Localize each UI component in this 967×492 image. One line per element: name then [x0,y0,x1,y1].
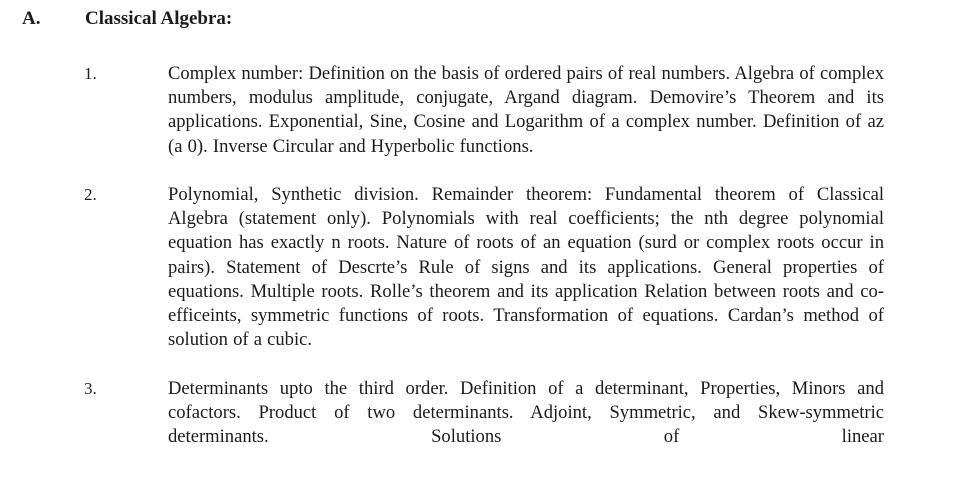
item-number: 3. [84,379,97,398]
item-text: Determinants upto the third order. Definition of a determinant, Properties, Minors and cofactors. Product of two determinants. Adjoint, Symmetric, and Skew-symmetric determinants. Solutions of linear [168,378,884,448]
item-text: Complex number: Definition on the basis of ordered pairs of real numbers. Algebra of complex numbers, modulus amplitude, conjugate, Argand diagram. Demovire’s Theorem and its applications. Exponential, Sine, Cosine and Logarithm of a complex number. Definition of az (a 0). Inverse Circular and Hyperbolic functions. [168,63,884,157]
item-number: 1. [84,64,97,83]
item-text: Polynomial, Synthetic division. Remainder theorem: Fundamental theorem of Classical Algebra (statement only). Polynomials with real coefficients; the nth degree polynomial equation has exactly n roots. Nature of roots of an equation (surd or complex roots occur in pairs). Statement of Descrte’s Rule of signs and its applications. General properties of equations. Multiple roots. Rolle’s theorem and its application Relation between roots and co-efficeints, symmetric functions of roots. Transformation of equations. Cardan’s method of solution of a cubic. [168,184,884,351]
section-title: Classical Algebra: [85,8,233,29]
section-letter: A. [22,8,41,29]
item-number: 2. [84,185,97,204]
